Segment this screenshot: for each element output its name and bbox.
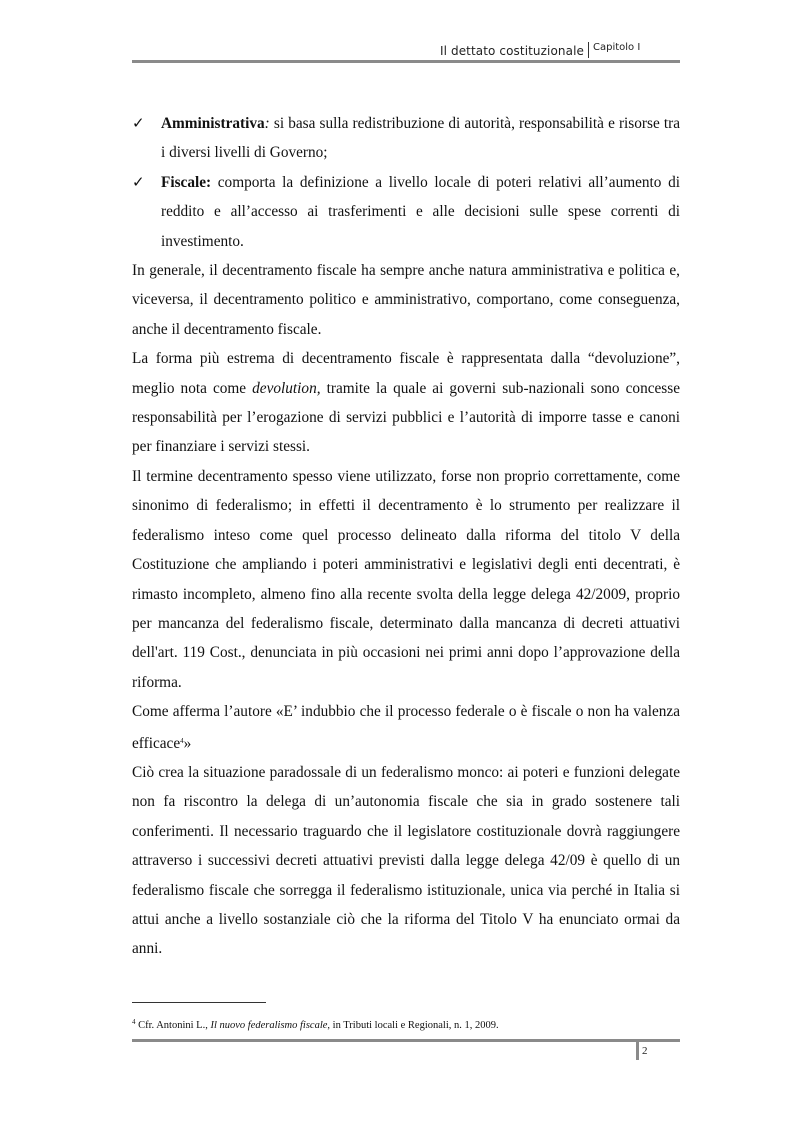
footnote-number: 4: [132, 1018, 136, 1026]
bullet-item-amministrativa: [132, 109, 680, 168]
bullet-text: si basa sulla redistribuzione di autorità, responsabilità e risorse tra i diversi livelli di Governo;: [161, 115, 680, 162]
page-number: 2: [636, 1042, 648, 1060]
checkmark-icon: ✓: [132, 172, 145, 191]
bullet-text: comporta la definizione a livello locale di poteri relativi all’aumento di reddito e all’accesso ai trasferimenti e alle decisioni sulle spese correnti di investimento.: [161, 173, 680, 250]
bullet-term: Amministrativa: [161, 115, 265, 132]
paragraph-4: Come afferma l’autore «E’ indubbio che il processo federale o è fiscale o non ha valenza efficace$^4$»: [132, 703, 680, 752]
header-rule: [132, 60, 680, 63]
footnote: $^4$ Cfr. Antonini L., Il nuovo federalismo fiscale, in Tributi locali e Regionali, n. 1, 2009.: [132, 1018, 499, 1031]
bullet-sep: :: [264, 115, 270, 132]
paragraph-5: Ciò crea la situazione paradossale di un federalismo monco: ai poteri e funzioni delegate non fa riscontro la delega di un’autonomia fiscale che sia in grado sostenere tali conferimenti. Il necessario traguardo che il legislatore costituzionale dovrà raggiungere attraverso i successivi decreti attuativi previsti dalla legge delega 42/09 è quello di un federalismo fiscale che sorregga il federalismo istituzionale, unica via perché in Italia si attui anche a livello sostanziale ciò che la riforma del Titolo V ha enunciato ormai da anni.: [132, 763, 680, 958]
chapter-label: Capitolo I: [588, 42, 640, 58]
page-header: [132, 38, 680, 64]
paragraph-2: La forma più estrema di decentramento fiscale è rappresentata dalla “devoluzione”, meglio nota come devolution, tramite la quale ai governi sub-nazionali sono concesse responsabilità per l’erogazione di servizi pubblici e l’autorità di imporre tasse e canoni per finanziare i servizi stessi.: [132, 350, 681, 456]
body-text: [132, 109, 680, 964]
footer-rule: [132, 1039, 680, 1042]
footnote-ref: 4: [180, 736, 184, 745]
checkmark-icon: ✓: [132, 114, 145, 132]
devolution-term: devolution,: [252, 379, 321, 397]
footnote-separator: [132, 1002, 266, 1003]
footnote-title: Il nuovo federalismo fiscale: [210, 1020, 328, 1031]
bullet-term: Fiscale:: [161, 173, 212, 191]
running-title: Il dettato costituzionale: [439, 44, 584, 58]
paragraph-3: Il termine decentramento spesso viene utilizzato, forse non proprio correttamente, come sinonimo di federalismo; in effetti il decentramento è lo strumento per realizzare il federalismo inteso come quel processo delineato dalla riforma del titolo V della Costituzione che ampliando i poteri amministrativi e legislativi degli enti decentrati, è rimasto incompleto, almeno fino alla recente svolta della legge delega 42/2009, proprio per mancanza del federalismo fiscale, determinato dalla mancanza di decreti attuativi dell'art. 119 Cost., denunciata in più occasioni nei primi anni dopo l’approvazione della riforma.: [132, 467, 680, 691]
paragraph-1: In generale, il decentramento fiscale ha sempre anche natura amministrativa e politica e, viceversa, il decentramento politico e amministrativo, comportano, come conseguenza, anche il decentramento fiscale.: [132, 262, 680, 338]
bullet-item-fiscale: [132, 168, 680, 256]
